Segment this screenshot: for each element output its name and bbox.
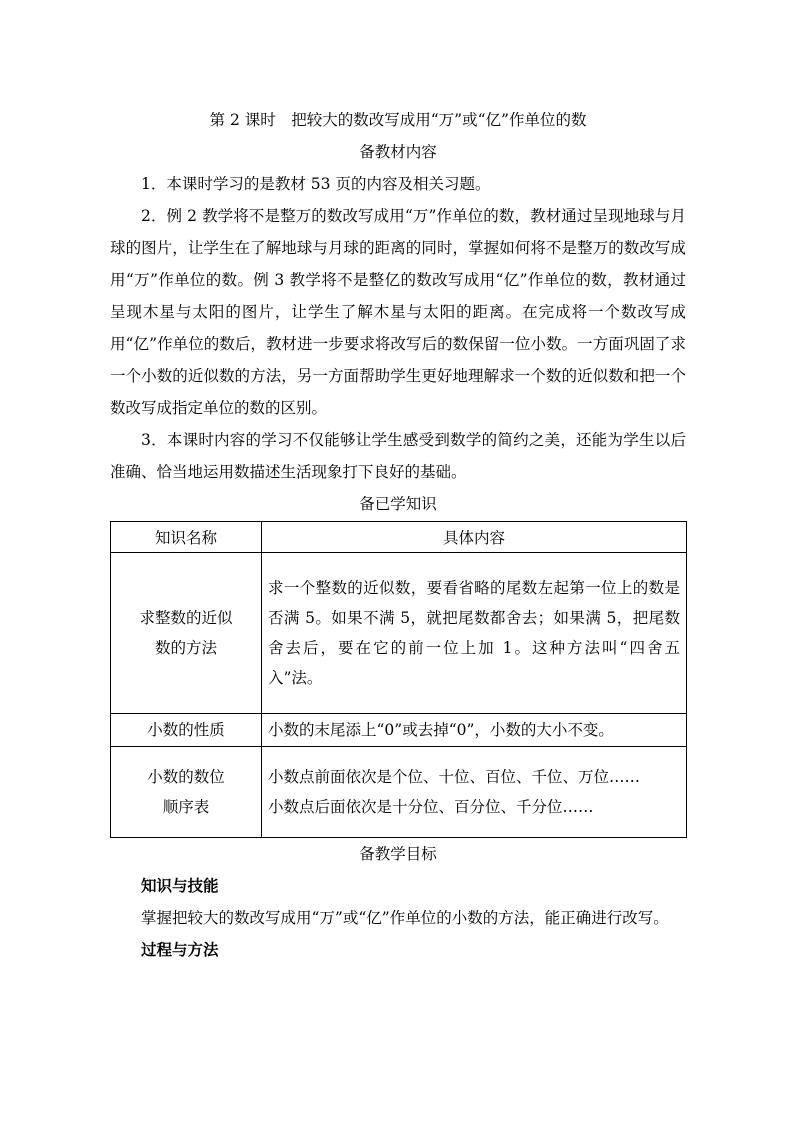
knowledge-skills-paragraph: 掌握把较大的数改写成用“万”或“亿”作单位的小数的方法，能正确进行改写。	[141, 909, 669, 927]
knowledge-content-cell	[262, 553, 687, 714]
knowledge-name-line: 数的方法	[154, 639, 217, 657]
table-row	[111, 714, 687, 747]
knowledge-name-line: 小数的数位	[147, 768, 225, 786]
document-page	[110, 104, 686, 966]
knowledge-name-line: 求整数的近似	[139, 609, 233, 627]
knowledge-content-line: 小数点后面依次是十分位、百分位、千分位……	[268, 798, 594, 816]
knowledge-name-cell	[111, 747, 262, 838]
knowledge-name-line: 小数的性质	[147, 721, 225, 739]
table-row	[111, 553, 687, 714]
knowledge-name-cell	[111, 714, 262, 747]
knowledge-content-cell	[262, 747, 687, 838]
knowledge-skills-heading: 知识与技能	[141, 876, 219, 895]
prior-knowledge-table	[110, 521, 687, 838]
materials-heading: 备教材内容	[359, 143, 437, 161]
prior-knowledge-heading: 备已学知识	[359, 495, 437, 513]
materials-paragraph-2: 2．例 2 教学将不是整万的数改写成用“万”作单位的数，教材通过呈现地球与月球的图片，让学生在了解地球与月球的距离的同时，掌握如何将不是整万的数改写成用“万”作单位的数。例 3 教学将不是整亿的数改写成用“亿”作单位的数，教材通过呈现木星与太阳的图片，让学生了解木星与太阳的距离。在完成将一个数改写成用“亿”作单位的数后，教材进一步要求将改写后的数保留一位小数。一方面巩固了求一个小数的近似数的方法，另一方面帮助学生更好地理解求一个数的近似数和把一个数改写成指定单位的数的区别。	[110, 207, 686, 417]
materials-paragraph-1: 1．本课时学习的是教材 53 页的内容及相关习题。	[141, 175, 491, 193]
table-row	[111, 747, 687, 838]
column-header-name: 知识名称	[111, 522, 262, 553]
column-header-content: 具体内容	[262, 522, 687, 553]
knowledge-content-line: 小数的末尾添上“0”或去掉“0”，小数的大小不变。	[268, 721, 614, 739]
table-header-row	[111, 522, 687, 553]
lesson-title: 第 2 课时 把较大的数改写成用“万”或“亿”作单位的数	[209, 111, 587, 129]
knowledge-name-line: 顺序表	[162, 798, 210, 816]
knowledge-content-line: 求一个整数的近似数，要看省略的尾数左起第一位上的数是否满 5。如果不满 5，就把尾数都舍去；如果满 5，把尾数舍去后，要在它的前一位上加 1。这种方法叫“四舍五入”法。	[268, 579, 680, 687]
goals-heading: 备教学目标	[359, 845, 437, 863]
materials-paragraph-3: 3．本课时内容的学习不仅能够让学生感受到数学的简约之美，还能为学生以后准确、恰当地运用数描述生活现象打下良好的基础。	[110, 431, 686, 481]
process-method-heading: 过程与方法	[141, 940, 219, 959]
knowledge-content-cell	[262, 714, 687, 747]
knowledge-name-cell	[111, 553, 262, 714]
knowledge-content-line: 小数点前面依次是个位、十位、百位、千位、万位……	[268, 768, 641, 786]
